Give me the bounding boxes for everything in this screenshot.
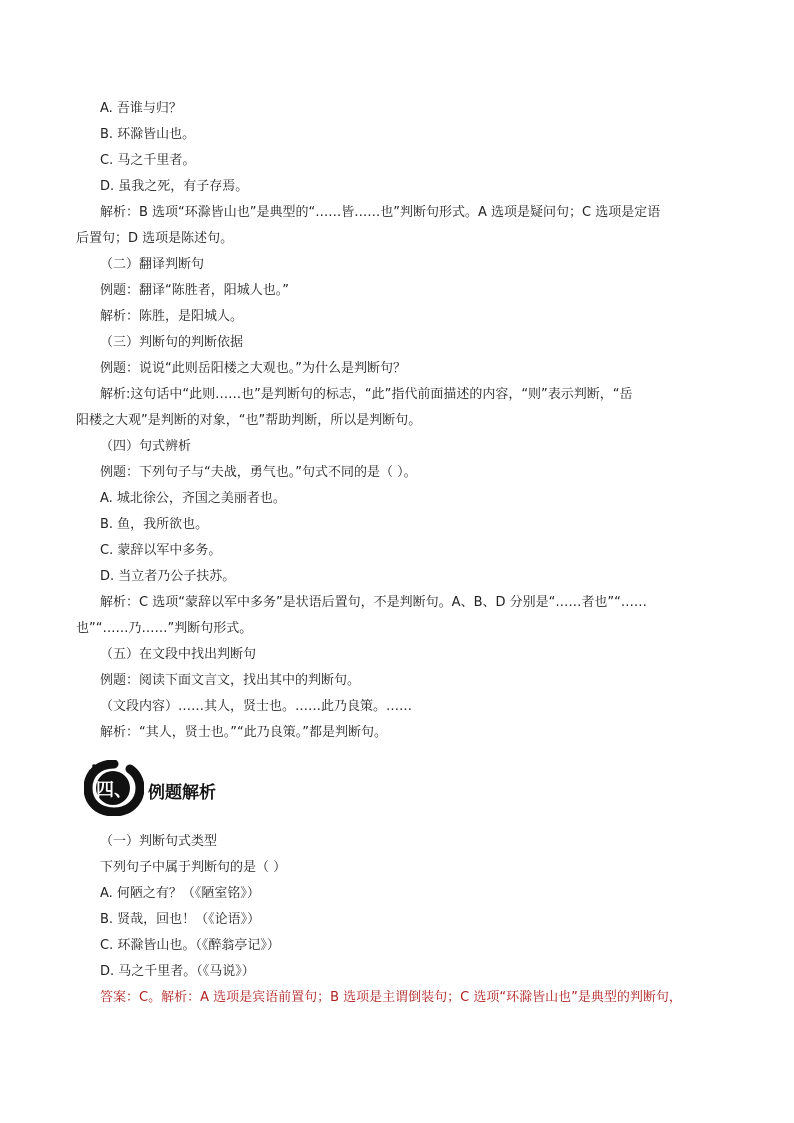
subheading: （二）翻译判断句 bbox=[100, 257, 205, 272]
option-b: B. 贤哉，回也！（《论语》） bbox=[100, 912, 261, 927]
section-number: 四、 bbox=[96, 780, 132, 801]
analysis-line: 解析:这句话中“此则……也”是判断句的标志，“此”指代前面描述的内容，“则”表示判断，“岳 bbox=[100, 387, 633, 402]
analysis-line: 解析：“其人，贤士也。”“此乃良策。”都是判断句。 bbox=[100, 725, 387, 740]
option-b: B. 鱼，我所欲也。 bbox=[100, 517, 209, 532]
section-title: 例题解析 bbox=[148, 783, 216, 803]
passage-line: （文段内容）……其人，贤士也。……此乃良策。…… bbox=[100, 699, 413, 714]
subheading: （五）在文段中找出判断句 bbox=[100, 647, 257, 662]
analysis-line-cont: 也”“……乃……”判断句形式。 bbox=[76, 621, 253, 636]
option-a: A. 吾谁与归？ bbox=[100, 101, 182, 116]
example-line: 例题：阅读下面文言文，找出其中的判断句。 bbox=[100, 673, 361, 688]
subheading: （三）判断句的判断依据 bbox=[100, 335, 244, 350]
option-a: A. 何陋之有？（《陋室铭》） bbox=[100, 886, 260, 901]
option-c: C. 蒙辞以军中多务。 bbox=[100, 543, 222, 558]
option-c: C. 环滁皆山也。（《醉翁亭记》） bbox=[100, 938, 280, 953]
analysis-line: 解析：B 选项“环滁皆山也”是典型的“……皆……也”判断句形式。A 选项是疑问句；C 选项是定语 bbox=[100, 205, 661, 220]
option-c: C. 马之千里者。 bbox=[100, 153, 196, 168]
example-line: 例题：说说“此则岳阳楼之大观也。”为什么是判断句？ bbox=[100, 361, 406, 376]
option-b: B. 环滁皆山也。 bbox=[100, 127, 196, 142]
option-d: D. 马之千里者。（《马说》） bbox=[100, 964, 255, 979]
analysis-line-cont: 后置句；D 选项是陈述句。 bbox=[76, 231, 234, 246]
option-d: D. 当立者乃公子扶苏。 bbox=[100, 569, 236, 584]
answer-line: 答案：C。解析：A 选项是宾语前置句；B 选项是主谓倒装句；C 选项“环滁皆山也”是典型的判断句， bbox=[100, 990, 682, 1005]
subheading: （四）句式辨析 bbox=[100, 439, 192, 454]
option-a: A. 城北徐公，齐国之美丽者也。 bbox=[100, 491, 286, 506]
example-line: 例题：下列句子与“夫战，勇气也。”句式不同的是（ ）。 bbox=[100, 465, 417, 480]
subheading: （一）判断句式类型 bbox=[100, 834, 218, 849]
option-d: D. 虽我之死，有子存焉。 bbox=[100, 179, 249, 194]
question-line: 下列句子中属于判断句的是（ ） bbox=[100, 860, 287, 875]
analysis-line-cont: 阳楼之大观”是判断的对象，“也”帮助判断，所以是判断句。 bbox=[76, 413, 422, 428]
section-header bbox=[84, 760, 284, 816]
analysis-line: 解析：C 选项“蒙辞以军中多务”是状语后置句，不是判断句。A、B、D 分别是“……者也”“…… bbox=[100, 595, 647, 610]
analysis-line: 解析：陈胜，是阳城人。 bbox=[100, 309, 244, 324]
example-line: 例题：翻译“陈胜者，阳城人也。” bbox=[100, 283, 289, 298]
